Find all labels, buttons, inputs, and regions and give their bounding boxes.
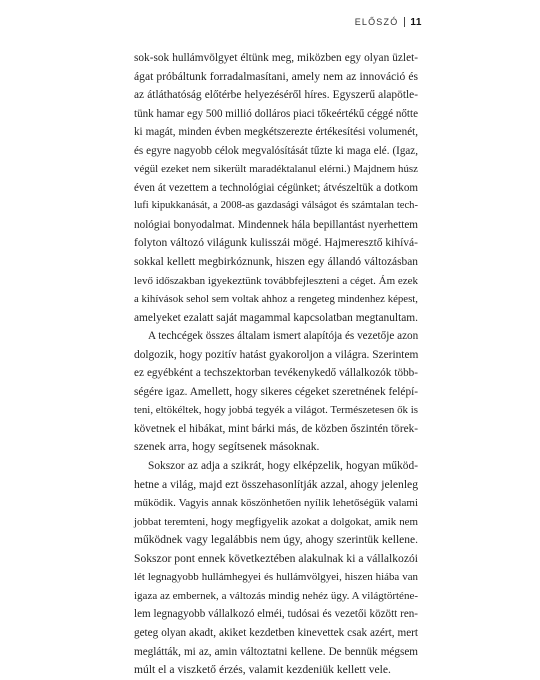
text-line: meglátták, mi az, amin változtatni kellene. De bennük mégsem (134, 645, 418, 658)
text-line: tünk hamar egy 500 millió dolláros piaci tőkeértékű céggé nőtte (134, 107, 418, 120)
running-head-divider (404, 17, 405, 27)
text-line: jobbat teremteni, hogy megfigyelik azokat a dolgokat, amik nem (134, 515, 418, 528)
text-line: lufi kipukkanását, a 2008-as gazdasági válságot és számtalan tech- (134, 200, 418, 212)
text-line: levő időszakban igyekeztünk továbbfejleszteni a céget. Ám ezek (134, 274, 419, 287)
text-line: ki magát, minden évben megkétszerezte értékesítési volumenét, (134, 126, 418, 139)
text-line: múlt el a viszkető érzés, valamit kezdeniük kellett vele. (134, 663, 391, 677)
page-number: 11 (410, 16, 422, 28)
text-line: a kihívások sehol sem voltak ahhoz a rengeteg mindenhez képest, (134, 293, 418, 306)
text-line: A techcégek összes általam ismert alapítója és vezetője azon (148, 330, 419, 343)
paragraph (134, 457, 418, 680)
text-line: ségére igaz. Amellett, hogy sikeres cégeket szeretnének felépí- (134, 385, 418, 398)
text-line: az átláthatóság előtérbe helyezéséről híres. Egyszerű alapötle- (134, 89, 418, 102)
text-line: nológiai bonyodalmat. Mindennek hála bepillantást nyerhettem (134, 218, 418, 231)
text-line: működnek vagy legalábbis nem úgy, ahogy szerintük kellene. (134, 534, 418, 547)
text-line: hetne a világ, majd ezt összehasonlítják azzal, ahogy jelenleg (134, 477, 418, 491)
running-head (355, 15, 422, 29)
text-line: és egyre nagyobb célok megvalósítását tűzte ki maga elé. (Igaz, (134, 144, 418, 157)
text-line: geteg olyan akadt, akiket kezdetben kinevettek csak azért, mert (134, 626, 418, 639)
text-line: ágat próbáltunk forradalmasítani, amely nem az innováció és (134, 69, 418, 83)
text-line: lét legnagyobb hullámhegyei és hullámvölgyei, hiszen hiába van (134, 571, 418, 584)
text-line: Sokszor az adja a szikrát, hogy elképzelik, hogyan működ- (148, 460, 418, 473)
text-line: folyton változó világunk kulisszái mögé. Hajmeresztő kihívá- (134, 237, 418, 250)
text-line: igaza az embernek, a változás mindig nehéz ügy. A világtörténe- (134, 589, 418, 602)
text-line: ez egyébként a techszektorban tevékenykedő vállalkozók több- (134, 367, 418, 380)
text-line: éven át vezettem a technológiai cégünket; átvészeltük a dotkom (134, 181, 418, 194)
text-line: dolgozik, hogy pozitív hatást gyakoroljon a világra. Szerintem (134, 348, 419, 361)
body-text (134, 49, 418, 680)
text-line: szenek arra, hogy segítsenek másoknak. (134, 440, 320, 454)
paragraph (134, 49, 418, 327)
text-line: sok-sok hullámvölgyet éltünk meg, miközben egy olyan üzlet- (134, 52, 418, 64)
text-line: Sokszor pont ennek következtében alakulnak ki a vállalkozói (134, 551, 418, 565)
text-line: működik. Vagyis annak köszönhetően nyílik lehetőségük valami (134, 497, 418, 510)
text-line: sokkal kellett megbirkóznunk, hiszen egy állandó változásban (134, 256, 418, 269)
text-line: követnek el hibákat, mint bárki más, de közben őszintén törek- (134, 422, 418, 435)
paragraph (134, 327, 418, 457)
running-head-section: ELŐSZÓ (354, 17, 399, 27)
text-line: amelyeket ezalatt saját magammal kapcsolatban megtanultam. (134, 311, 419, 324)
text-line: végül ezeket nem sikerült maradéktalanul elérni.) Majdnem húsz (134, 163, 418, 176)
text-line: lem legnagyobb vállalkozó elméi, tudósai és vezetői között ren- (134, 608, 418, 621)
text-line: teni, eltökéltek, hogy jobbá tegyék a világot. Természetesen ők is (134, 404, 418, 417)
